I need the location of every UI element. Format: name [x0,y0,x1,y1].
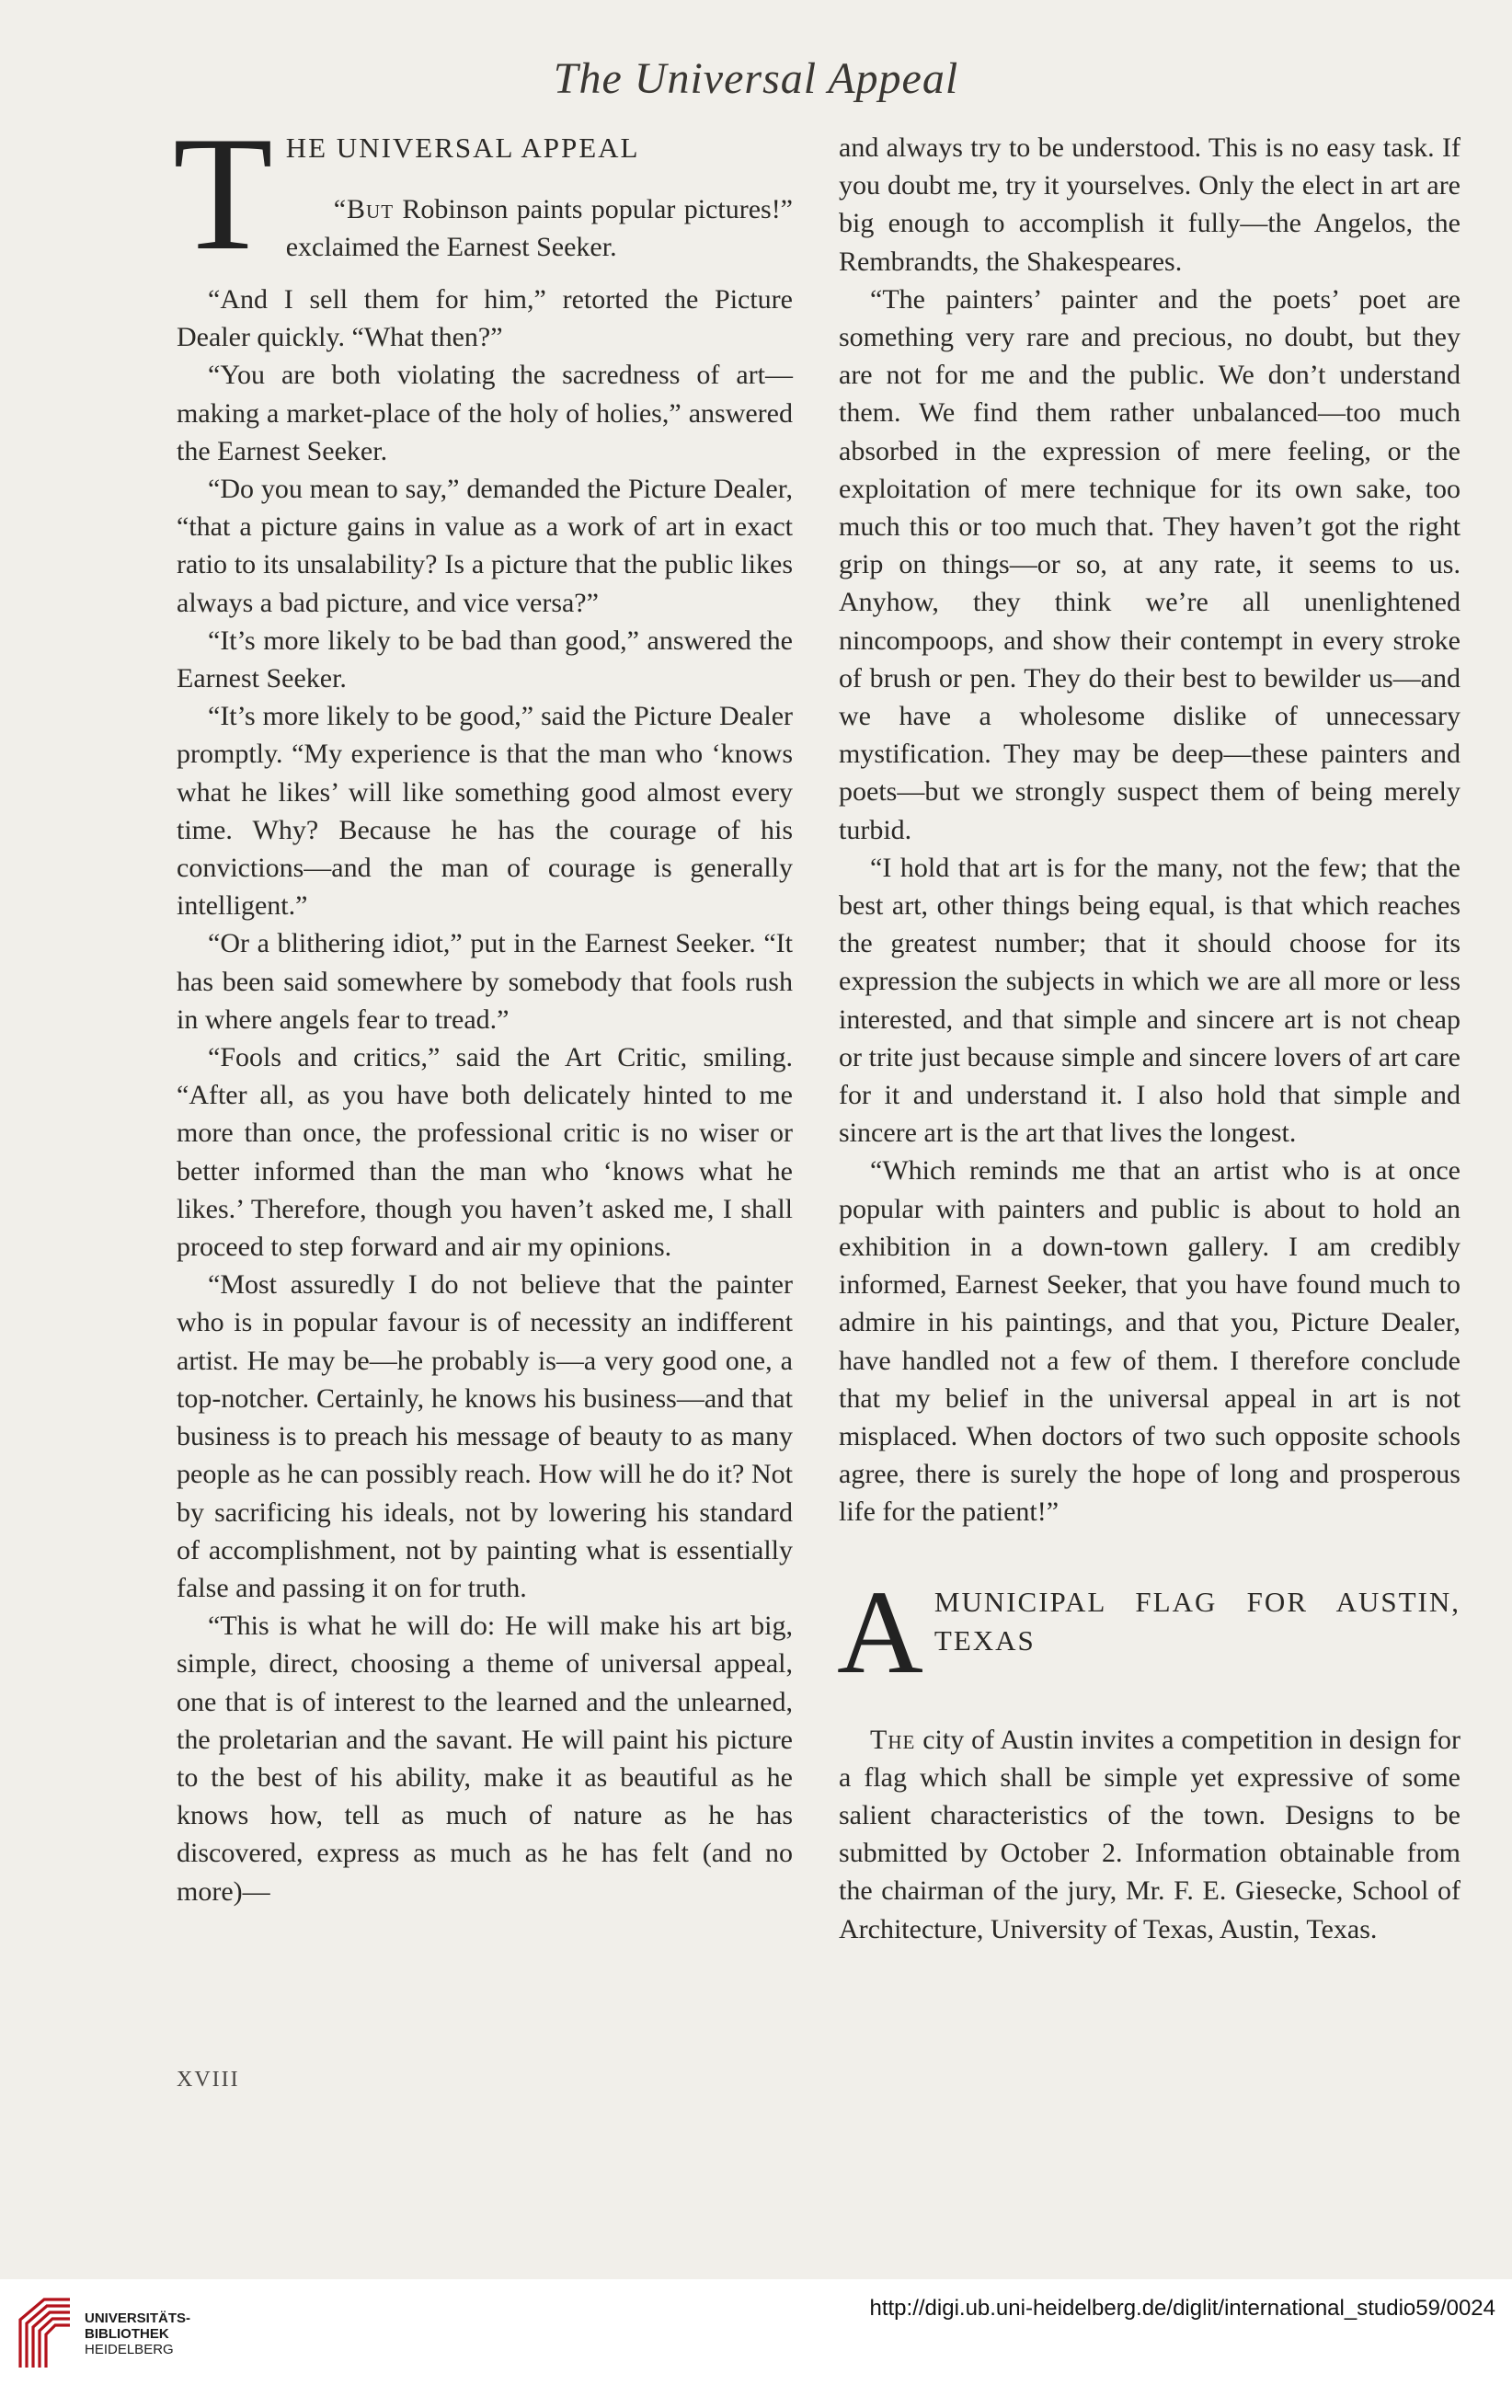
section-body-lead: The [870,1724,916,1755]
drop-cap: T [173,102,273,284]
first-paragraph-text: Robinson paints popular pictures!” exclaimed the Earnest Seeker. [285,194,793,263]
section-body [839,1684,1460,1948]
section-title-line2: TEXAS [934,1623,1036,1657]
paragraph [839,1721,1460,1948]
footer-bar [0,2279,1512,2408]
paragraph: “Or a blithering idiot,” put in the Earnest Seeker. “It has been said somewhere by somebody that fools rush in where angels fear to tread.” [177,928,793,1035]
paragraph: “The painters’ painter and the poets’ poet are something very rare and precious, no doubt, but they are not for me and the public. We don’t understand them. We find them rather unbalanced—too much absorbed in the expression of mere feeling, or the exploitation of mere technique for its own sake, too much this or too much that. They haven’t got the right grip on things—or so, at any rate, it seems to us. Anyhow, they think we’re all unenlightened nincompoops, and show their contempt in every stroke of brush or pen. They do their best to bewilder us—and we have a wholesome dislike of unnecessary mystification. They may be deep—these painters and poets—but we strongly suspect them of being merely turbid. [839,283,1460,845]
library-name-line2: BIBLIOTHEK [85,2326,169,2342]
library-name-line3: HEIDELBERG [85,2342,174,2357]
paragraph: “Do you mean to say,” demanded the Picture Dealer, “that a picture gains in value as a work of art in exact ratio to its unsalability? Is a picture that the public likes always a bad picture, and vice versa?” [177,474,793,618]
library-name-line1: UNIVERSITÄTS- [85,2311,191,2326]
paragraph: “I hold that art is for the many, not the few; that the best art, other things being equal, is that which reaches the greatest number; that it should choose for its expression the subjects in which we are all more or less interested, and that simple and sincere art is not cheap or trite just because simple and sincere lovers of art care for it and understand it. I also hold that simple and sincere art is the art that lives the longest. [839,852,1460,1149]
paragraph: “This is what he will do: He will make his art big, simple, direct, choosing a theme of universal appeal, one that is of interest to the learned and the unlearned, the proletarian and the savant. He will paint his picture to the best of his ability, make it as beautiful as he knows how, tell as much of nature as he has discovered, express as much as he has felt (and no more)— [177,1611,793,1907]
paragraph: “Fools and critics,” said the Art Critic, smiling. “After all, as you have both delicately hinted to me more than once, the professional critic is no wiser or better informed than the man who ‘knows what he likes.’ Therefore, though you haven’t asked me, I shall proceed to step forward and air my opinions. [177,1042,793,1263]
article-heading-block [173,102,793,284]
paragraph: “It’s more likely to be good,” said the Picture Dealer promptly. “My experience is that the man who ‘knows what he likes’ will like something good almost every time. Why? Because he has the courage of his convictions—and the man of courage is generally intelligent.” [177,701,793,922]
section-body-text: city of Austin invites a competition in design for a flag which shall be simple yet expressive of some salient characteristics of the town. Designs to be submitted by October 2. Information obtainable from the chairman of the jury, Mr. F. E. Giesecke, School of Architecture, University of Texas, Austin, Texas. [839,1724,1460,1944]
paragraph: “Most assuredly I do not believe that the painter who is in popular favour is of necessity an indifferent artist. He may be—he probably is—a very good one, a top-notcher. Certainly, he knows his business—and that business is to preach his message of beauty to as many people as he can possibly reach. How will he do it? Not by sacrificing his ideals, not by lowering his standard of accomplishment, not by painting what is essentially false and passing it on for truth. [177,1269,793,1603]
library-name [85,2311,190,2357]
paragraph: “And I sell them for him,” retorted the Picture Dealer quickly. “What then?” [177,284,793,353]
paragraph: “Which reminds me that an artist who is at once popular with painters and public is about to hold an exhibition in a down-town gallery. I am credibly informed, Earnest Seeker, that you have found much to admire in his paintings, and that you, Picture Dealer, have handled not a few of them. I therefore conclude that my belief in the universal appeal in art is not misplaced. When doctors of two such opposite schools agree, there is surely the hope of long and prosperous life for the patient!” [839,1155,1460,1528]
drop-cap: A [837,1565,923,1699]
paragraph: “It’s more likely to be bad than good,” answered the Earnest Seeker. [177,625,793,694]
paragraph-continued: and always try to be understood. This is no easy task. If you doubt me, try it yourselves. Only the elect in art are big enough to accomplish it fully—the Angelos, the Rembrandts, the Shakespeares. [839,132,1460,277]
austin-flag-section [837,1565,1460,1948]
library-logo-icon [17,2296,74,2371]
paragraph: “You are both violating the sacredness of art—making a market-place of the holy of holies,” answered the Earnest Seeker. [177,360,793,466]
article-title: HE UNIVERSAL APPEAL [285,132,640,164]
page-number: XVIII [177,2068,240,2092]
section-title-line1: MUNICIPAL FLAG FOR AUSTIN, [934,1585,1460,1618]
running-head: The Universal Appeal [553,54,959,103]
left-column [173,102,793,1910]
source-url-link[interactable]: http://digi.ub.uni-heidelberg.de/diglit/international_studio59/0024 [869,2296,1495,2321]
first-paragraph-lead: “But [333,194,395,224]
section-title [839,1583,1460,1660]
right-column [839,129,1460,1948]
